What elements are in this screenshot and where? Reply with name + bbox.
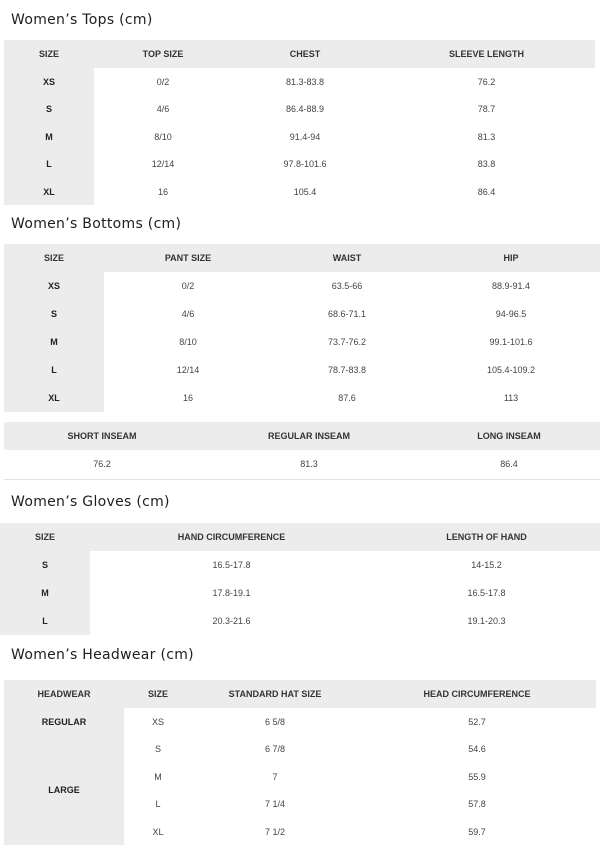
table-cell: 68.6-71.1 (327, 309, 367, 319)
table-cell: 7 1/4 (264, 799, 286, 809)
table-row (0, 551, 600, 579)
table-cell: 4/6 (181, 309, 195, 319)
table-cell: 19.1-20.3 (467, 616, 506, 626)
size-cell: L (0, 607, 90, 635)
tops-table (4, 40, 595, 205)
table-cell: 105.4-109.2 (486, 365, 536, 375)
table-cell: 6 7/8 (264, 744, 286, 754)
column-header: SIZE (4, 40, 94, 68)
size-cell: L (155, 799, 161, 809)
table-cell: 86.4 (418, 450, 600, 479)
table-row (4, 708, 596, 735)
column-header: TOP SIZE (94, 40, 232, 68)
table-row (4, 300, 600, 328)
column-header: PANT SIZE (104, 244, 272, 272)
table-cell: 78.7 (477, 104, 496, 114)
size-cell: XL (4, 178, 94, 205)
inseam-table (4, 422, 600, 480)
table-cell: 20.3-21.6 (212, 616, 251, 626)
table-cell: 81.3 (477, 131, 496, 142)
table-cell: 17.8-19.1 (212, 588, 251, 598)
size-cell: XL (152, 826, 164, 837)
table-row (4, 123, 595, 150)
column-header: SLEEVE LENGTH (378, 40, 595, 68)
headwear-title: Women’s Headwear (cm) (11, 647, 194, 663)
table-row (4, 328, 600, 356)
table-cell: 7 (272, 771, 278, 782)
table-cell: 7 1/2 (264, 826, 286, 837)
table-cell: 113 (503, 393, 519, 403)
size-cell: L (4, 356, 104, 384)
column-header: HEAD CIRCUMFERENCE (358, 680, 596, 708)
size-cell: XS (4, 272, 104, 300)
table-cell: 86.4-88.9 (285, 104, 325, 114)
size-cell: M (0, 579, 90, 607)
column-header: WAIST (272, 244, 422, 272)
table-cell: 8/10 (179, 337, 197, 347)
column-header: SIZE (0, 523, 90, 551)
size-cell: S (4, 95, 94, 123)
table-cell: 14-15.2 (471, 560, 502, 570)
column-header: LENGTH OF HAND (373, 523, 600, 551)
table-row (4, 178, 595, 205)
table-cell: 81.3 (200, 450, 418, 479)
bottoms-table (4, 244, 600, 412)
column-header: SHORT INSEAM (4, 422, 200, 450)
size-cell: XL (4, 384, 104, 412)
table-cell: 8/10 (154, 131, 172, 142)
table-cell: 63.5-66 (331, 281, 363, 291)
table-cell: 55.9 (468, 771, 486, 782)
table-cell: 6 5/8 (264, 716, 286, 727)
table-cell: 16 (182, 393, 193, 403)
gloves-header-row (0, 523, 600, 551)
table-cell: 57.8 (468, 799, 486, 809)
headwear-group-regular: REGULAR (4, 708, 124, 735)
table-cell: 16.5-17.8 (212, 560, 251, 570)
size-cell: M (4, 123, 94, 150)
table-cell: 97.8-101.6 (283, 159, 327, 169)
table-cell: 73.7-76.2 (327, 337, 367, 347)
table-row (4, 272, 600, 300)
table-cell: 76.2 (4, 450, 200, 479)
size-cell: L (4, 150, 94, 178)
size-cell: M (4, 328, 104, 356)
bottoms-header-row (4, 244, 600, 272)
table-cell: 99.1-101.6 (489, 337, 533, 347)
size-cell: XS (151, 716, 164, 727)
table-cell: 12/14 (151, 159, 175, 169)
table-cell: 76.2 (477, 76, 496, 87)
column-header: HAND CIRCUMFERENCE (90, 523, 373, 551)
table-cell: 94-96.5 (495, 309, 527, 319)
headwear-group-large: LARGE (4, 735, 124, 845)
column-header: HEADWEAR (4, 680, 124, 708)
table-cell: 86.4 (477, 186, 496, 197)
gloves-table (0, 523, 600, 635)
gloves-title: Women’s Gloves (cm) (11, 494, 170, 510)
size-cell: S (4, 300, 104, 328)
table-cell: 52.7 (468, 716, 486, 727)
table-row (4, 450, 600, 479)
column-header: REGULAR INSEAM (200, 422, 418, 450)
table-cell: 105.4 (293, 186, 317, 197)
table-cell: 16.5-17.8 (467, 588, 506, 598)
headwear-header-row (4, 680, 596, 708)
tops-header-row (4, 40, 595, 68)
column-header: LONG INSEAM (418, 422, 600, 450)
table-row (4, 68, 595, 95)
table-cell: 87.6 (338, 393, 356, 403)
table-cell: 12/14 (176, 365, 200, 375)
table-cell: 78.7-83.8 (327, 365, 367, 375)
inseam-header-row (4, 422, 600, 450)
table-cell: 16 (157, 186, 168, 197)
size-cell: M (154, 771, 162, 782)
table-row (4, 384, 600, 412)
table-cell: 4/6 (156, 104, 170, 114)
table-row (4, 356, 600, 384)
size-cell: S (154, 744, 161, 754)
table-cell: 88.9-91.4 (491, 281, 531, 291)
column-header: CHEST (232, 40, 378, 68)
table-cell: 0/2 (181, 281, 195, 291)
headwear-table (4, 680, 596, 845)
table-cell: 83.8 (477, 159, 496, 169)
table-cell: 54.6 (468, 744, 486, 754)
column-header: STANDARD HAT SIZE (192, 680, 358, 708)
table-cell: 59.7 (468, 826, 486, 837)
column-header: HIP (422, 244, 600, 272)
table-row (4, 95, 595, 123)
table-cell: 81.3-83.8 (285, 76, 325, 87)
table-row (4, 735, 596, 763)
table-row (0, 607, 600, 635)
table-cell: 91.4-94 (289, 131, 321, 142)
size-cell: S (0, 551, 90, 579)
table-row (4, 150, 595, 178)
table-row (0, 579, 600, 607)
table-cell: 0/2 (156, 76, 170, 87)
column-header: SIZE (124, 680, 192, 708)
size-cell: XS (4, 68, 94, 95)
tops-title: Women’s Tops (cm) (11, 12, 153, 28)
bottoms-title: Women’s Bottoms (cm) (11, 216, 182, 232)
column-header: SIZE (4, 244, 104, 272)
